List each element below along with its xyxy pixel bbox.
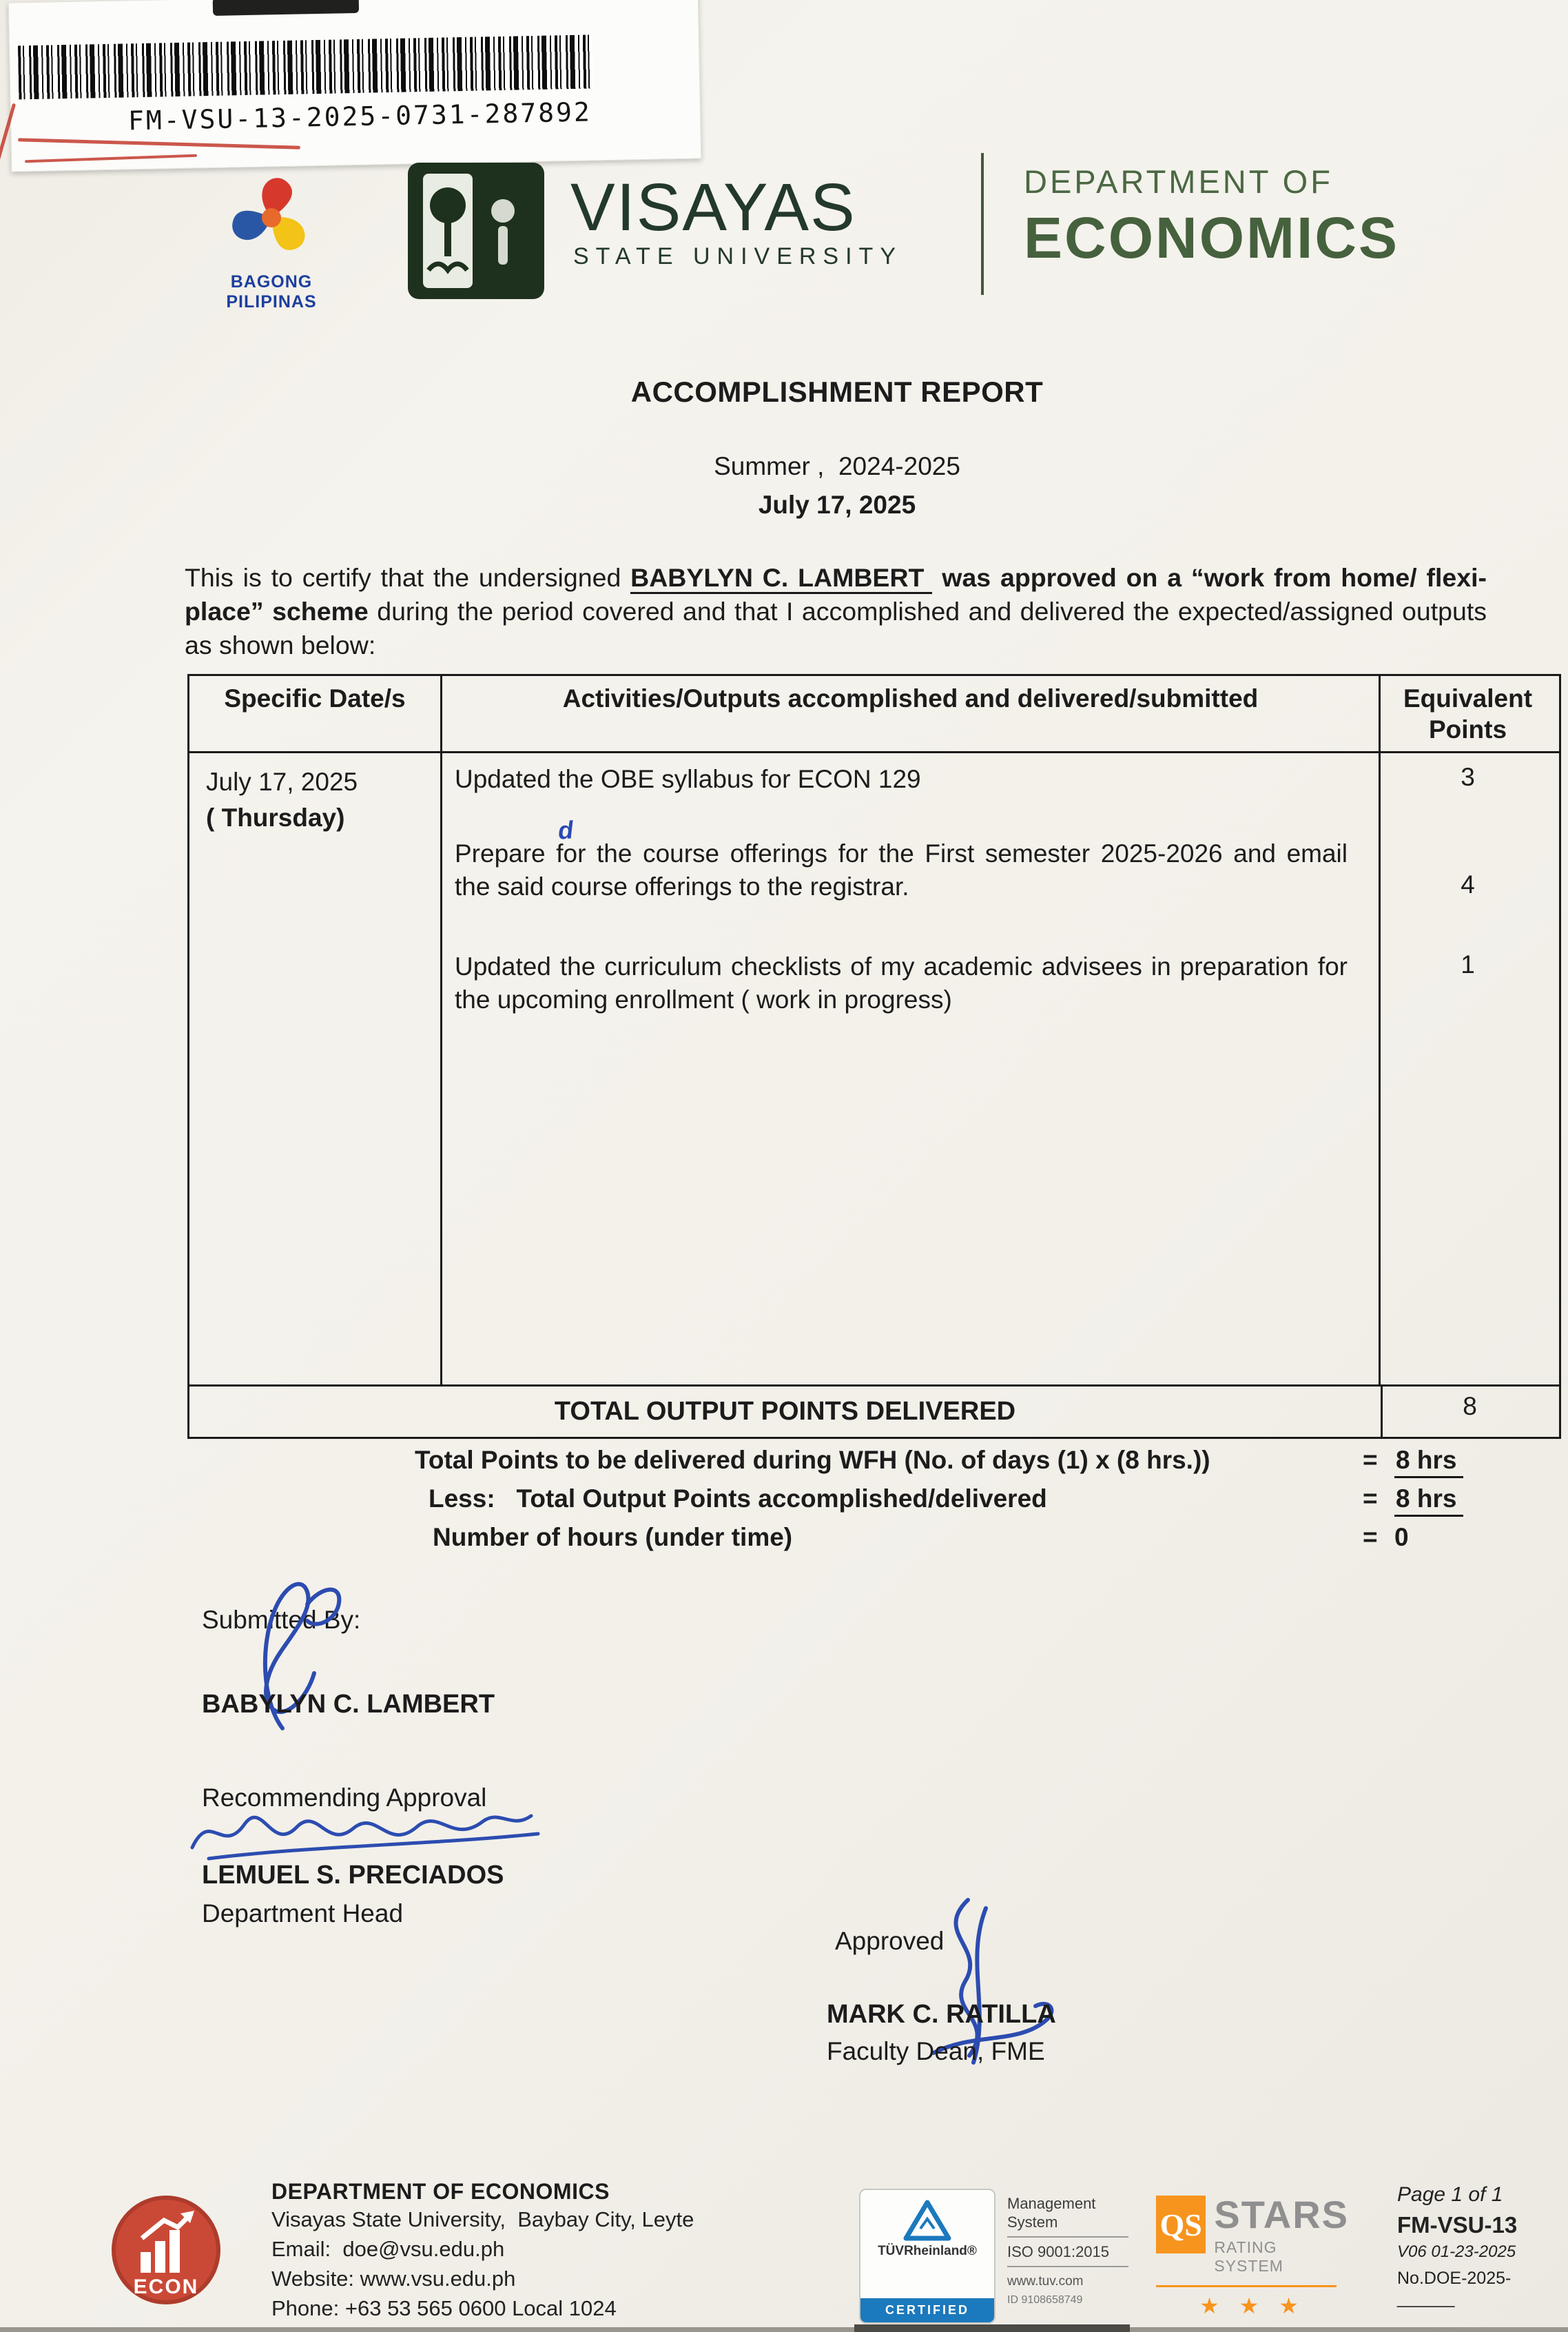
department-wordmark xyxy=(1024,163,1399,272)
date-line1: July 17, 2025 xyxy=(206,768,358,796)
qs-divider xyxy=(1156,2285,1337,2287)
equals-sign: = xyxy=(1363,1484,1378,1513)
summary-value: 8 hrs xyxy=(1394,1446,1463,1478)
tuv-certification-badge xyxy=(859,2189,996,2324)
form-code: FM-VSU-13 xyxy=(1397,2212,1518,2238)
form-version: V06 01-23-2025 xyxy=(1397,2242,1516,2261)
total-label: TOTAL OUTPUT POINTS DELIVERED xyxy=(189,1387,1383,1437)
date-line2: ( Thursday) xyxy=(206,804,345,832)
qs-stars-label: STARS xyxy=(1214,2193,1349,2236)
summary-line-less xyxy=(0,1484,1568,1513)
university-subtitle: STATE UNIVERSITY xyxy=(573,243,903,269)
tuv-line-1: Management xyxy=(1007,2195,1096,2212)
total-points: 8 xyxy=(1463,1392,1477,1420)
tuv-line-2: System xyxy=(1007,2213,1058,2231)
points-cell xyxy=(1381,753,1555,1384)
date-cell xyxy=(189,753,442,1384)
footer-phone: Phone: +63 53 565 0600 Local 1024 xyxy=(271,2296,617,2320)
activity-1: Updated the OBE syllabus for ECON 129 xyxy=(455,765,921,793)
intro-post: during the period covered and that I accomplished and delivered the expected/assigned outputs as shown below: xyxy=(185,597,1487,659)
econ-logo-icon xyxy=(112,2196,220,2304)
header-divider xyxy=(981,153,984,295)
summary-label: Less: Total Output Points accomplished/delivered xyxy=(429,1484,1047,1513)
qs-logo-icon: QS xyxy=(1156,2196,1206,2253)
bagong-pilipinas-label: BAGONG PILIPINAS xyxy=(226,272,317,311)
vsu-seal-icon xyxy=(408,163,544,299)
form-identifier-block xyxy=(1397,2183,1565,2309)
approved-label: Approved xyxy=(835,1927,945,1955)
activity-2 xyxy=(455,815,1348,903)
summary-value: 8 hrs xyxy=(1394,1484,1463,1517)
vsu-seal-logo xyxy=(408,163,544,303)
qs-rating-label: RATING SYSTEM xyxy=(1214,2238,1283,2275)
summary-value: 0 xyxy=(1394,1523,1409,1551)
intro-pre: This is to certify that the undersigned xyxy=(185,563,631,592)
summary-label: Number of hours (under time) xyxy=(433,1523,793,1551)
column-header-activities: Activities/Outputs accomplished and delivered/submitted xyxy=(442,676,1381,751)
approved-title: Faculty Dean, FME xyxy=(827,2037,1045,2065)
tuv-brand-label: TÜVRheinland® xyxy=(878,2244,977,2258)
barcode xyxy=(18,34,593,99)
equals-sign: = xyxy=(1363,1523,1378,1551)
handwritten-insertion: d xyxy=(557,815,575,845)
qs-stars-badge xyxy=(1156,2193,1349,2319)
cropped-label-fragment xyxy=(213,0,359,16)
bagong-pilipinas-logo xyxy=(190,170,353,312)
summary-line-total xyxy=(0,1446,1568,1475)
document-term: Summer , 2024-2025 xyxy=(714,452,960,480)
tuv-site: www.tuv.com xyxy=(1007,2274,1084,2289)
document-date: July 17, 2025 xyxy=(758,491,916,519)
points-activity-2: 4 xyxy=(1461,870,1475,899)
qs-star-icons: ★ ★ ★ xyxy=(1199,2293,1306,2318)
tuv-id: ID 9108658749 xyxy=(1007,2294,1083,2306)
recommending-label: Recommending Approval xyxy=(202,1783,487,1812)
recommending-title: Department Head xyxy=(202,1899,404,1927)
footer-dept-name: DEPARTMENT OF ECONOMICS xyxy=(271,2179,610,2204)
bagong-pilipinas-swirl-icon xyxy=(213,170,330,266)
divider xyxy=(1007,2266,1128,2267)
tuv-triangle-icon xyxy=(902,2198,953,2242)
footer-email: Email: doe@vsu.edu.ph xyxy=(271,2237,505,2261)
activity-3: Updated the curriculum checklists of my academic advisees in preparation for the upcoming enrollment ( work in progress) xyxy=(455,952,1348,1014)
footer-address: Visayas State University, Baybay City, Leyte xyxy=(271,2207,694,2231)
certification-paragraph xyxy=(185,561,1487,662)
column-header-points: Equivalent Points xyxy=(1403,684,1533,744)
intro-bold: was approved on a “work from home/ flexi-place” scheme xyxy=(185,563,1487,626)
econ-logo-text: ECON xyxy=(133,2275,199,2298)
employee-name: BABYLYN C. LAMBERT xyxy=(630,563,932,594)
accomplishment-table xyxy=(187,674,1561,1439)
divider xyxy=(1007,2236,1128,2238)
column-header-date: Specific Date/s xyxy=(189,676,442,751)
submitted-by-label: Submitted By: xyxy=(202,1606,361,1634)
submitted-name: BABYLYN C. LAMBERT xyxy=(202,1690,495,1719)
scan-edge-artifact xyxy=(0,2327,1568,2332)
footer-contact-block xyxy=(271,2179,694,2323)
barcode-code-text: FM-VSU-13-2025-0731-287892 xyxy=(127,96,592,136)
table-body-row xyxy=(189,753,1559,1384)
econ-department-logo xyxy=(112,2196,220,2308)
footer-website: Website: www.vsu.edu.ph xyxy=(271,2267,516,2291)
economics-label: ECONOMICS xyxy=(1024,205,1400,270)
recommending-name: LEMUEL S. PRECIADOS xyxy=(202,1861,504,1890)
tuv-certified-ribbon: CERTIFIED xyxy=(860,2298,994,2322)
activity-2-text: Prepare for the course offerings for the First semester 2025-2026 and email the said course offerings to the registrar. xyxy=(455,839,1348,901)
points-activity-1: 3 xyxy=(1461,763,1475,791)
form-number: No.DOE-2025-______ xyxy=(1397,2269,1512,2308)
activities-cell xyxy=(442,753,1381,1384)
summary-line-undertime xyxy=(0,1523,1568,1552)
approved-name: MARK C. RATILLA xyxy=(827,2000,1056,2029)
department-of-label: DEPARTMENT OF xyxy=(1024,163,1333,200)
points-activity-3: 1 xyxy=(1461,950,1475,979)
vsu-wordmark xyxy=(570,170,903,270)
page-indicator: Page 1 of 1 xyxy=(1397,2183,1503,2206)
equals-sign: = xyxy=(1363,1446,1378,1474)
university-name: VISAYAS xyxy=(570,170,856,245)
tuv-info-block xyxy=(1007,2194,1128,2309)
scan-edge-artifact xyxy=(854,2324,1130,2332)
table-total-row xyxy=(189,1384,1559,1437)
barcode-sticker xyxy=(8,0,702,172)
document-title: ACCOMPLISHMENT REPORT xyxy=(630,376,1044,408)
tuv-iso: ISO 9001:2015 xyxy=(1007,2243,1110,2260)
summary-label: Total Points to be delivered during WFH (No. of days (1) x (8 hrs.)) xyxy=(415,1446,1210,1474)
table-header-row xyxy=(189,676,1559,753)
